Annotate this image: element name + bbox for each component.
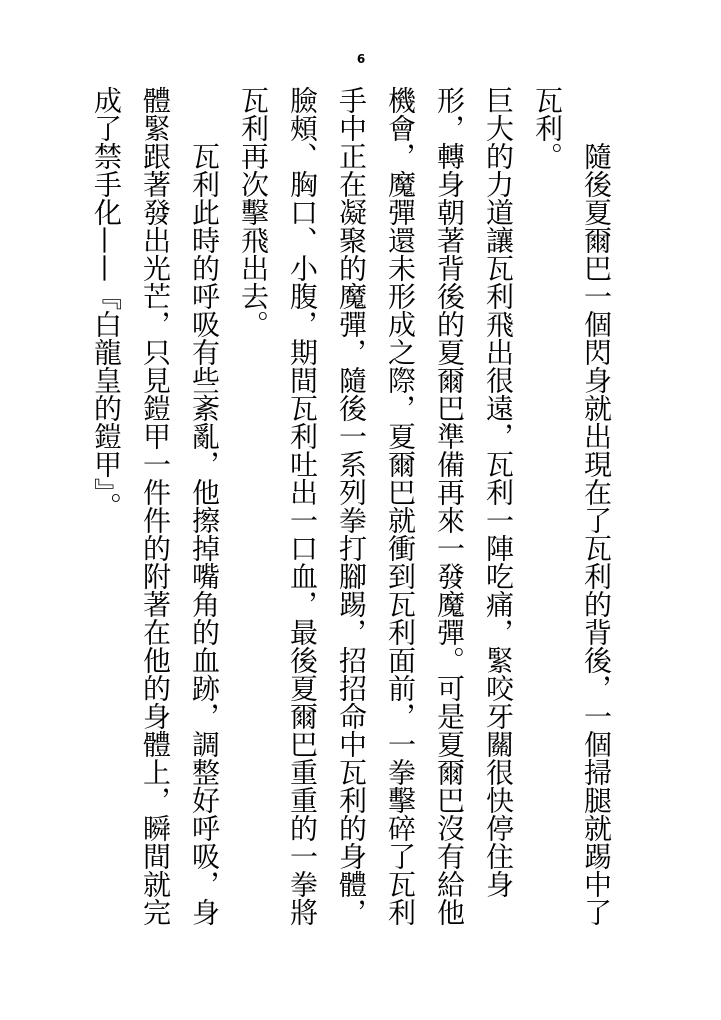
body-text — [82, 86, 621, 946]
page-number: 6 — [356, 52, 366, 66]
paragraph-1: 隨後夏爾巴一個閃身就出現在了瓦利的背後，一個掃腿就踢中了瓦利。 — [531, 86, 613, 926]
paragraph-3: 瓦利此時的呼吸有些紊亂，他擦掉嘴角的血跡，調整好呼吸，身體緊跟著發出光芒，只見鎧甲一件件的附著在他的身體上，瞬間就完成了禁手化——『白龍皇的鎧甲』。 — [90, 86, 221, 926]
paragraph-2: 巨大的力道讓瓦利飛出很遠，瓦利一陣吃痛，緊咬牙關很快停住身形，轉身朝著背後的夏爾巴準備再來一發魔彈。可是夏爾巴沒有給他機會，魔彈還未形成之際，夏爾巴就衝到瓦利面前，一拳擊碎了瓦利手中正在凝聚的魔彈，隨後一系列拳打腳踢，招招命中瓦利的身體，臉頰、胸口、小腹，期間瓦利吐出一口血，最後夏爾巴重重的一拳將瓦利再次擊飛出去。 — [237, 86, 515, 926]
